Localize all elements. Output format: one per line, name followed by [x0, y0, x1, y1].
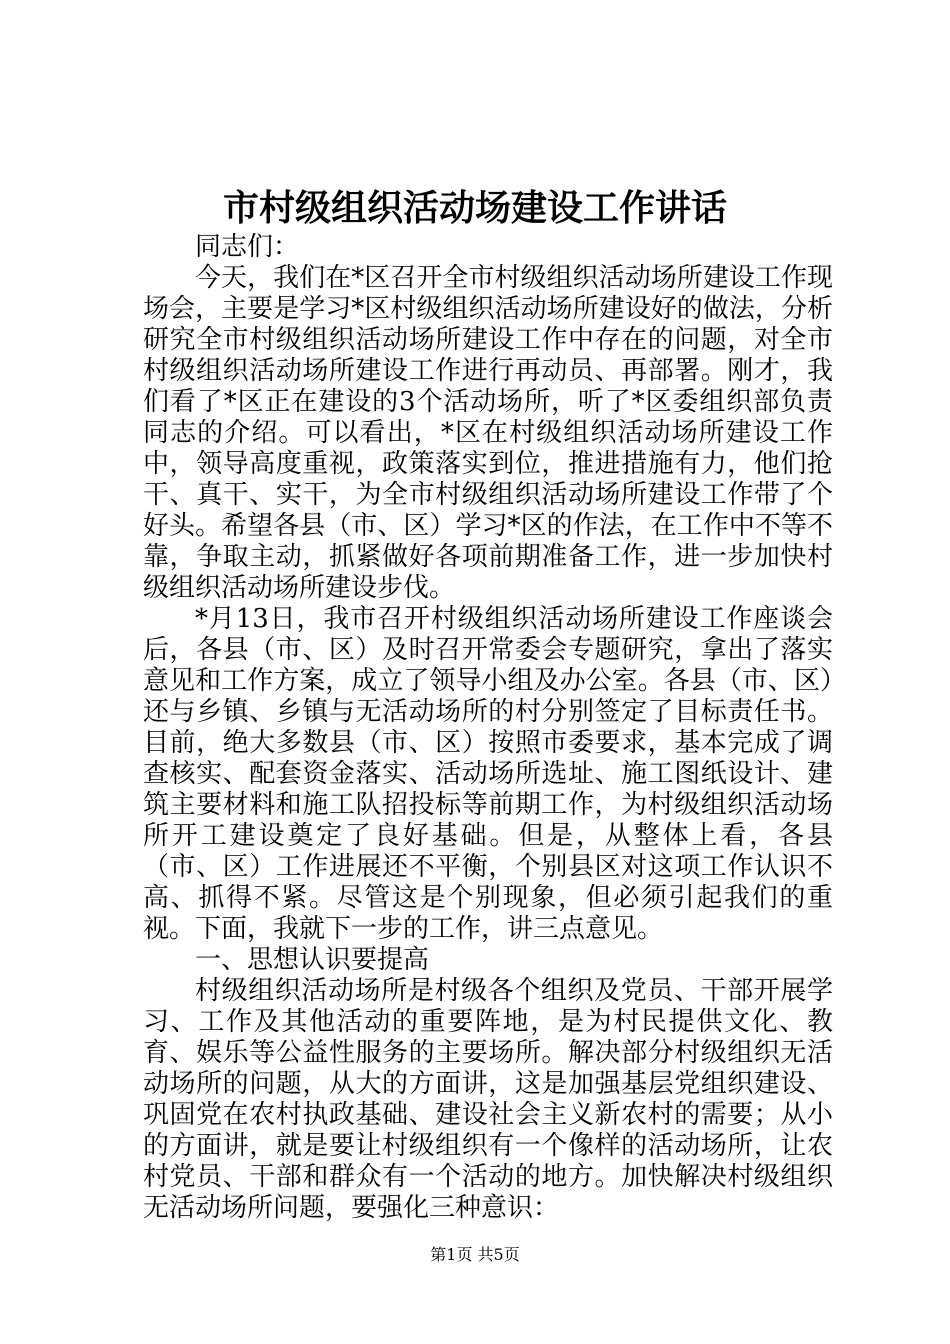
page-footer: 第1页 共5页: [430, 1245, 520, 1264]
paragraph-2: *月13日，我市召开村级组织活动场所建设工作座谈会后，各县（市、区）及时召开常委会专题研究，拿出了落实意见和工作方案，成立了领导小组及办公室。各县（市、区）还与乡镇、乡镇与无活动场所的村分别签定了目标责任书。目前，绝大多数县（市、区）按照市委要求，基本完成了调查核实、配套资金落实、活动场所选址、施工图纸设计、建筑主要材料和施工队招投标等前期工作，为村级组织活动场所开工建设奠定了良好基础。但是，从整体上看，各县（市、区）工作进展还不平衡，个别县区对这项工作认识不高、抓得不紧。尽管这是个别现象，但必须引起我们的重视。下面，我就下一步的工作，讲三点意见。: [143, 604, 833, 944]
document-body: [143, 232, 833, 1224]
salutation: 同志们：: [195, 232, 300, 262]
section-heading-1: 一、思想认识要提高: [195, 945, 430, 975]
document-title: 市村级组织活动场建设工作讲话: [222, 187, 727, 229]
paragraph-1: 今天，我们在*区召开全市村级组织活动场所建设工作现场会，主要是学习*区村级组织活动场所建设好的做法，分析研究全市村级组织活动场所建设工作中存在的问题，对全市村级组织活动场所建设工作进行再动员、再部署。刚才，我们看了*区正在建设的3个活动场所，听了*区委组织部负责同志的介绍。可以看出，*区在村级组织活动场所建设工作中，领导高度重视，政策落实到位，推进措施有力，他们抢干、真干、实干，为全市村级组织活动场所建设工作带了个好头。希望各县（市、区）学习*区的作法，在工作中不等不靠，争取主动，抓紧做好各项前期准备工作，进一步加快村级组织活动场所建设步伐。: [143, 263, 833, 603]
paragraph-3: 村级组织活动场所是村级各个组织及党员、干部开展学习、工作及其他活动的重要阵地，是为村民提供文化、教育、娱乐等公益性服务的主要场所。解决部分村级组织无活动场所的问题，从大的方面讲，这是加强基层党组织建设、巩固党在农村执政基础、建设社会主义新农村的需要；从小的方面讲，就是要让村级组织有一个像样的活动场所，让农村党员、干部和群众有一个活动的地方。加快解决村级组织无活动场所问题，要强化三种意识：: [143, 976, 833, 1223]
